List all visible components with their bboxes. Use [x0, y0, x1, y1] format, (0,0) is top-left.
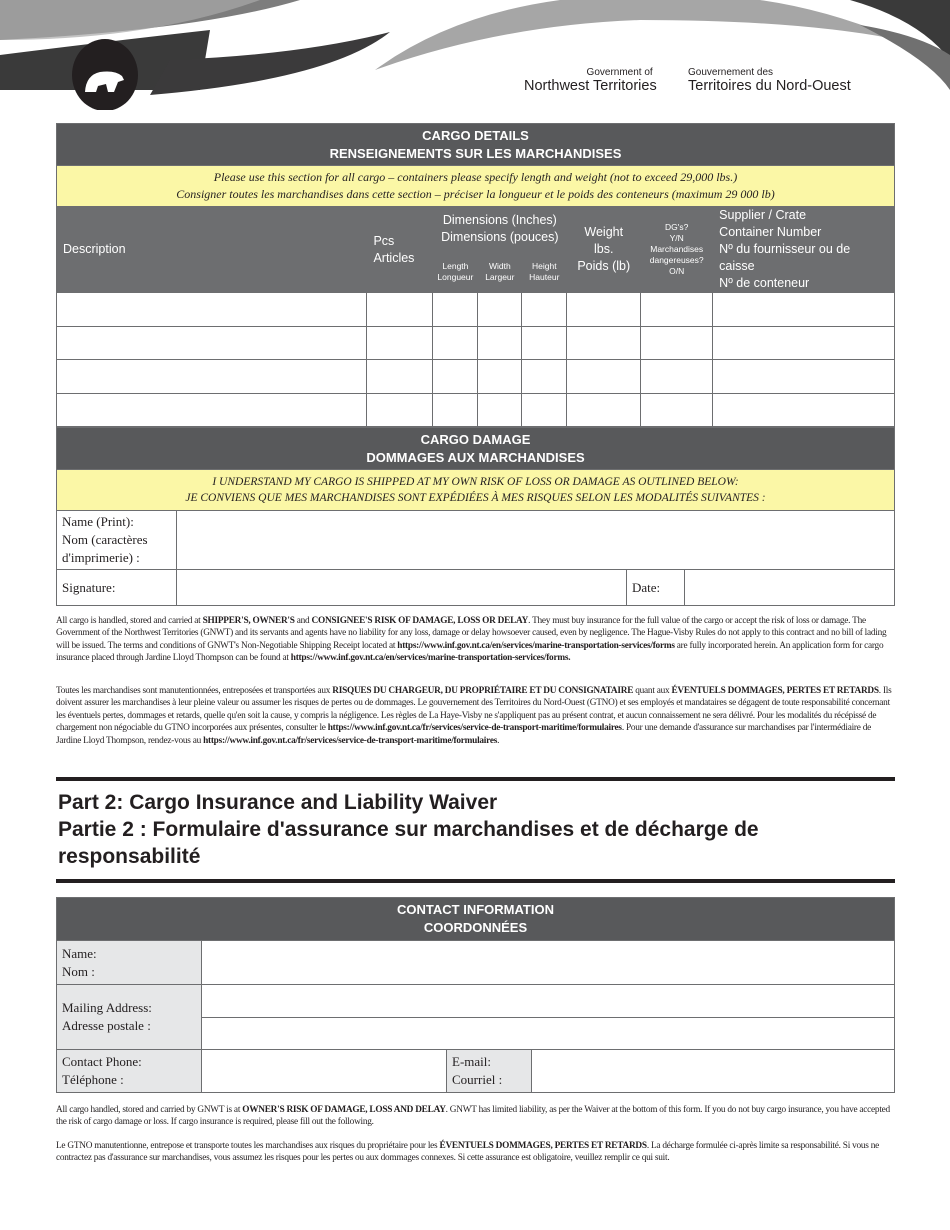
divider — [56, 879, 895, 883]
contact-table — [56, 897, 895, 1093]
cargo-dangerous-goods-cell[interactable] — [641, 360, 713, 394]
cargo-width-cell[interactable] — [478, 360, 522, 394]
gov-fr-large: Territoires du Nord-Ouest — [688, 78, 851, 94]
text: All cargo handled, stored and carried by GNWT is at — [56, 1105, 243, 1115]
cargo-height-cell[interactable] — [522, 393, 567, 427]
text: are fully incorporated herein. An application form for cargo insurance placed through Jardine Lloyd Thompson can be found at — [56, 640, 884, 664]
col-height — [522, 251, 567, 292]
phone-en: Contact Phone: — [62, 1054, 142, 1069]
text: quant aux — [633, 686, 672, 696]
phone-fr: Téléphone : — [62, 1072, 124, 1087]
bold-text: https://www.inf.gov.nt.ca/en/services/marine-transportation-services/forms — [397, 640, 675, 651]
dg-4: dangereuses? — [649, 255, 704, 265]
terms-paragraph-en — [56, 615, 895, 665]
part2-title — [58, 789, 818, 870]
signature-field[interactable] — [177, 570, 627, 606]
note-fr: JE CONVIENS QUE MES MARCHANDISES SONT EXPÉDIÉES À MES RISQUES SELON LES MODALITÉS SUIVANTES : — [185, 492, 766, 504]
cargo-dangerous-goods-cell[interactable] — [641, 293, 713, 327]
weight-en: Weight lbs. — [584, 225, 624, 256]
cargo-row — [57, 293, 895, 327]
gov-name-fr — [688, 67, 851, 94]
cargo-description-cell[interactable] — [57, 393, 367, 427]
cargo-row — [57, 360, 895, 394]
col-dangerous-goods — [641, 207, 713, 293]
cargo-description-cell[interactable] — [57, 326, 367, 360]
cargo-row — [57, 326, 895, 360]
cargo-supplier-cell[interactable] — [713, 326, 895, 360]
mailing-address-field-1[interactable] — [202, 985, 895, 1018]
cargo-width-cell[interactable] — [478, 393, 522, 427]
divider — [56, 777, 895, 781]
name-field[interactable] — [202, 941, 895, 985]
bold-text: OWNER'S RISK OF DAMAGE, LOSS AND DELAY — [242, 1105, 446, 1115]
col-dimensions — [433, 207, 567, 252]
weight-fr: Poids (lb) — [577, 259, 631, 273]
date-label: Date: — [627, 570, 685, 606]
cargo-width-cell[interactable] — [478, 293, 522, 327]
dg-2: Y/N — [669, 233, 684, 243]
dg-5: O/N — [669, 266, 685, 276]
cargo-weight-cell[interactable] — [567, 326, 641, 360]
cargo-dangerous-goods-cell[interactable] — [641, 326, 713, 360]
cargo-details-table — [56, 123, 895, 427]
pcs-fr: Articles — [373, 250, 415, 265]
part2-title-fr: Partie 2 : Formulaire d'assurance sur marchandises et de décharge de responsabilité — [58, 818, 759, 868]
dg-3: Marchandises — [650, 244, 704, 254]
cargo-damage-table — [56, 427, 895, 606]
text: and — [294, 616, 312, 626]
bold-text: ÉVENTUELS DOMMAGES, PERTES ET RETARDS — [439, 1141, 647, 1151]
bold-text: CONSIGNEE'S RISK OF DAMAGE, LOSS OR DELAY — [311, 616, 529, 626]
name-label-3: d'imprimerie) : — [62, 550, 140, 565]
gov-fr-small: Gouvernement des — [688, 67, 774, 78]
cargo-length-cell[interactable] — [433, 393, 478, 427]
cargo-length-cell[interactable] — [433, 293, 478, 327]
gov-name-en — [524, 67, 657, 94]
cargo-height-cell[interactable] — [522, 360, 567, 394]
name-label-1: Name (Print): — [62, 514, 134, 529]
height-fr: Hauteur — [529, 271, 560, 282]
bold-text: https://www.inf.gov.nt.ca/fr/services/service-de-transport-maritime/formulaires — [327, 723, 622, 734]
text: All cargo is handled, stored and carried at — [56, 616, 203, 626]
col-width — [478, 251, 522, 292]
note-en: I UNDERSTAND MY CARGO IS SHIPPED AT MY OWN RISK OF LOSS OR DAMAGE AS OUTLINED BELOW: — [212, 476, 739, 488]
col-length — [433, 251, 478, 292]
name-label — [57, 941, 202, 985]
col-description: Description — [57, 207, 367, 293]
supplier-2: Container Number — [719, 225, 822, 239]
text: . — [497, 735, 500, 746]
gov-en-large: Northwest Territories — [524, 78, 657, 94]
text: . Ils doivent assurer les marchandises à leur pleine valeur ou assumer les risques de pertes ou de dommages. Le gouvernement des Territoires du Nord-Ouest (GTNO) et ses employés et mandataires se dégagent de toute responsabilité concernant les éventuels pertes, dommages et retards, quelle qu'en soit la cause, y compris la négligence. Les règles de La Haye-Visby ne s'appliquent pas au présent contrat, et aucun connaissement ne sera délivré. Pour les modalités du récépissé de chargement non négociable du GTNO incorporées aux présentes, consulter le — [56, 686, 892, 734]
length-fr: Longueur — [437, 271, 474, 282]
cargo-damage-header — [57, 428, 895, 470]
dims-en: Dimensions (Inches) — [442, 212, 557, 227]
cargo-length-cell[interactable] — [433, 326, 478, 360]
address-fr: Adresse postale : — [62, 1018, 151, 1033]
section-title-en: CARGO DAMAGE — [420, 431, 531, 447]
section-title-fr: RENSEIGNEMENTS SUR LES MARCHANDISES — [329, 145, 622, 161]
supplier-4: Nº de conteneur — [719, 276, 810, 290]
name-print-label — [57, 511, 177, 570]
cargo-row — [57, 393, 895, 427]
dg-1: DG's? — [665, 222, 689, 232]
cargo-supplier-cell[interactable] — [713, 293, 895, 327]
cargo-details-note — [57, 166, 895, 207]
signature-label: Signature: — [57, 570, 177, 606]
section-title-en: CONTACT INFORMATION — [397, 902, 554, 917]
contact-header — [57, 898, 895, 941]
text: . La décharge formulée ci-après limite sa responsabilité. Si vous ne contractez pas d'assurance sur marchandises, vous assumez les risques pour les pertes ou aux dommages connexes. Si cette assurance est obligatoire, veuillez remplir ce qui suit. — [56, 1141, 880, 1164]
cargo-supplier-cell[interactable] — [713, 360, 895, 394]
col-supplier — [713, 207, 895, 293]
bold-text: ÉVENTUELS DOMMAGES, PERTES ET RETARDS — [671, 686, 879, 696]
bold-text: SHIPPER'S, OWNER'S — [202, 616, 295, 626]
address-en: Mailing Address: — [62, 1000, 152, 1015]
length-en: Length — [442, 260, 469, 271]
note-en: Please use this section for all cargo – containers please specify length and weight (not to exceed 29,000 lbs.) — [213, 170, 738, 184]
cargo-pcs-cell[interactable] — [367, 360, 433, 394]
text: . Pour une demande d'assurance sur marchandises par l'intermédiaire de Jardine Lloyd Thompson, rendez-vous au — [56, 723, 871, 746]
section-title-fr: COORDONNÉES — [423, 920, 528, 935]
cargo-height-cell[interactable] — [522, 293, 567, 327]
col-weight — [567, 207, 641, 293]
supplier-1: Supplier / Crate — [719, 208, 807, 222]
name-label-2: Nom (caractères — [62, 532, 148, 547]
cargo-pcs-cell[interactable] — [367, 326, 433, 360]
name-en: Name: — [62, 945, 97, 961]
liability-paragraph-en — [56, 1104, 895, 1129]
cargo-height-cell[interactable] — [522, 326, 567, 360]
gov-en-small: Government of — [586, 67, 653, 78]
col-pcs — [367, 207, 433, 293]
cargo-weight-cell[interactable] — [567, 293, 641, 327]
cargo-pcs-cell[interactable] — [367, 393, 433, 427]
section-title-fr: DOMMAGES AUX MARCHANDISES — [366, 449, 585, 465]
cargo-description-cell[interactable] — [57, 293, 367, 327]
name-print-field[interactable] — [177, 511, 895, 570]
cargo-details-header — [57, 124, 895, 166]
cargo-weight-cell[interactable] — [567, 393, 641, 427]
gnwt-logo — [72, 39, 138, 110]
pcs-en: Pcs — [373, 233, 395, 248]
text: . GNWT has limited liability, as per the Waiver at the bottom of this form. If you do not buy cargo insurance, you have accepted the risk of cargo damage or loss. If cargo insurance is required, please fill out the following. — [56, 1105, 890, 1128]
liability-paragraph-fr — [56, 1140, 895, 1165]
cargo-length-cell[interactable] — [433, 360, 478, 394]
text: Le GTNO manutentionne, entrepose et transporte toutes les marchandises aux risques du propriétaire pour les — [56, 1141, 440, 1151]
bold-text: https://www.inf.gov.nt.ca/en/services/marine-transportation-services/forms. — [290, 653, 571, 664]
cargo-description-cell[interactable] — [57, 360, 367, 394]
cargo-weight-cell[interactable] — [567, 360, 641, 394]
note-fr: Consigner toutes les marchandises dans cette section – préciser la longueur et le poids des conteneurs (maximum 29 000 lb) — [176, 187, 775, 201]
cargo-dangerous-goods-cell[interactable] — [641, 393, 713, 427]
height-en: Height — [532, 260, 557, 271]
date-field[interactable] — [685, 570, 895, 606]
email-en: E-mail: — [452, 1054, 491, 1069]
cargo-width-cell[interactable] — [478, 326, 522, 360]
cargo-pcs-cell[interactable] — [367, 293, 433, 327]
bold-text: RISQUES DU CHARGEUR, DU PROPRIÉTAIRE ET DU CONSIGNATAIRE — [332, 686, 634, 696]
part2-title-en: Part 2: Cargo Insurance and Liability Waiver — [58, 791, 498, 814]
name-fr: Nom : — [62, 963, 95, 979]
phone-label — [57, 1050, 202, 1093]
cargo-supplier-cell[interactable] — [713, 393, 895, 427]
section-title-en: CARGO DETAILS — [422, 127, 529, 143]
text: Toutes les marchandises sont manutentionnées, entreposées et transportées aux — [56, 686, 333, 696]
terms-paragraph-fr — [56, 685, 895, 747]
mailing-address-field-2[interactable] — [202, 1018, 895, 1050]
supplier-3: Nº du fournisseur ou de caisse — [719, 242, 851, 273]
email-label — [447, 1050, 532, 1093]
email-fr: Courriel : — [452, 1072, 503, 1087]
width-fr: Largeur — [485, 271, 515, 282]
dims-fr: Dimensions (pouces) — [441, 229, 559, 244]
email-field[interactable] — [532, 1050, 895, 1093]
cargo-damage-note — [57, 470, 895, 511]
width-en: Width — [488, 260, 511, 271]
mailing-address-label — [57, 985, 202, 1050]
phone-field[interactable] — [202, 1050, 447, 1093]
text: . They must buy insurance for the full value of the cargo or accept the risk of loss or damage. The Government of the Northwest Territories (GNWT) and its servants and agents have no liability for any loss, damage or delay howsoever caused, even by negligence. The Hague-Visby Rules do not apply to this contract and no bill of lading will be issued. The terms and conditions of GNWT's Non-Negotiable Shipping Receipt located at — [56, 616, 887, 651]
bold-text: https://www.inf.gov.nt.ca/fr/services/service-de-transport-maritime/formulaires — [203, 735, 498, 746]
